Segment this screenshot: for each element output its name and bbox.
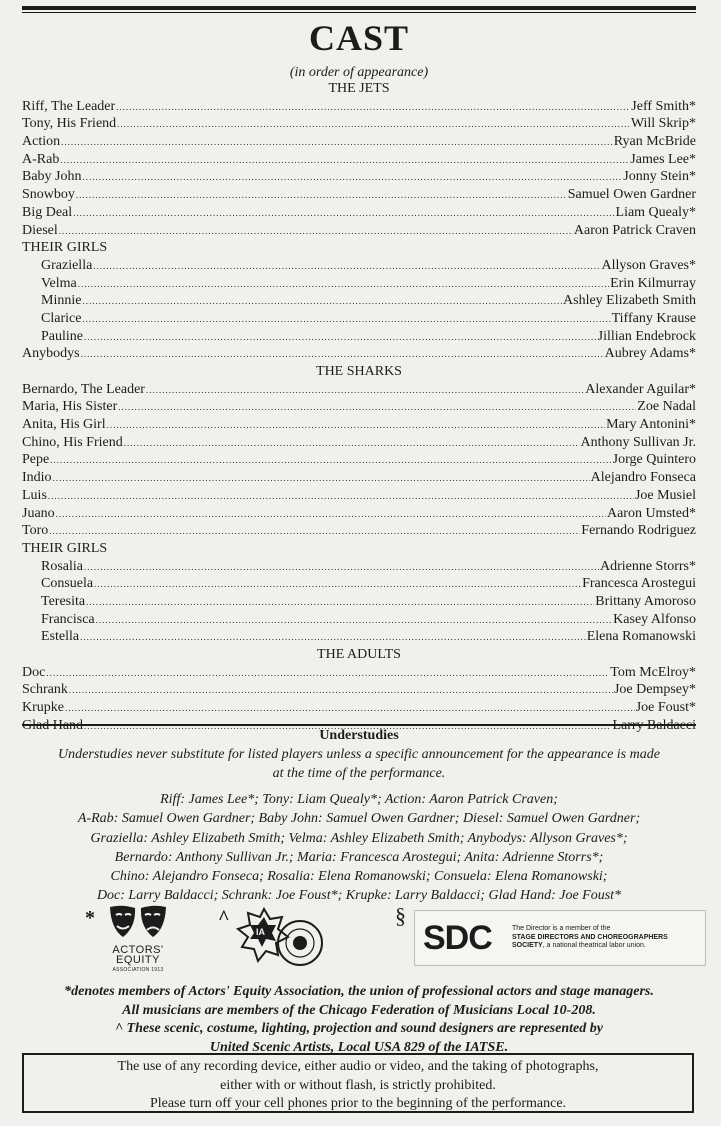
dot-leader: [84, 329, 597, 347]
dot-leader: [146, 382, 584, 400]
actor-name: Will Skrip*: [630, 116, 696, 132]
dot-leader: [93, 258, 600, 276]
actor-name: Mary Antonini*: [606, 417, 696, 433]
actor-name: Zoe Nadal: [637, 399, 696, 415]
role-name: Chino, His Friend: [22, 434, 123, 450]
dot-leader: [48, 488, 634, 506]
asterisk-mark: *: [85, 907, 95, 929]
role-name: Maria, His Sister: [22, 399, 118, 415]
theatre-masks-icon: [106, 905, 170, 945]
role-name: Baby John: [22, 169, 82, 185]
actor-name: Liam Quealy*: [615, 204, 696, 220]
footnote-line: ^ These scenic, costume, lighting, projection and sound designers are represented by: [115, 1021, 603, 1036]
dot-leader: [96, 612, 613, 630]
actor-name: Joe Dempsey*: [613, 682, 696, 698]
dot-leader: [59, 223, 573, 241]
dot-leader: [56, 506, 606, 524]
role-name: Snowboy: [22, 187, 75, 203]
role-name: Bernardo, The Leader: [22, 381, 145, 397]
actor-name: Joe Musiel: [634, 487, 696, 503]
dot-leader: [117, 116, 630, 134]
dot-leader: [86, 594, 594, 612]
actor-name: James Lee*: [630, 151, 696, 167]
role-name: Toro: [22, 523, 49, 539]
equity-line: EQUITY: [116, 954, 160, 966]
role-name: Diesel: [22, 222, 58, 238]
cast-row: [22, 505, 696, 523]
dot-leader: [107, 417, 606, 435]
sdc-description: [512, 925, 700, 951]
role-name: Tony, His Friend: [22, 116, 117, 132]
actor-name: Allyson Graves*: [601, 257, 696, 273]
dot-leader: [76, 187, 567, 205]
cast-row: [22, 168, 696, 186]
role-name: Pauline: [41, 328, 83, 344]
actor-name: Brittany Amoroso: [595, 593, 696, 609]
notice-line: The use of any recording device, either audio or video, and the taking of photographs,: [117, 1059, 599, 1074]
role-name: Doc: [22, 664, 46, 680]
role-name: Francisca: [41, 611, 95, 627]
sdc-desc-line: [512, 934, 700, 943]
union-logos: [22, 905, 696, 975]
dot-leader: [49, 523, 580, 541]
cast-row: [22, 611, 696, 629]
section-heading: THE SHARKS: [316, 364, 402, 379]
actor-name: Francesca Arostegui: [582, 576, 696, 592]
actor-name: Aaron Umsted*: [606, 505, 696, 521]
cast-row: [22, 575, 696, 593]
role-name: Krupke: [22, 700, 64, 716]
page-title: CAST: [308, 18, 410, 58]
sdc-desc-line: The Director is a member of the: [512, 925, 611, 932]
role-name: A-Rab: [22, 151, 60, 167]
dot-leader: [82, 293, 562, 311]
footnotes: [22, 983, 696, 1057]
actor-name: Jillian Endebrock: [597, 328, 696, 344]
cast-row: [22, 186, 696, 204]
dot-leader: [61, 134, 613, 152]
dot-leader: [53, 470, 590, 488]
role-name: Velma: [41, 275, 77, 291]
understudy-line: A-Rab: Samuel Owen Gardner; Baby John: Samuel Owen Gardner; Diesel: Samuel Owen Gardner;: [77, 811, 641, 827]
cast-row: [22, 328, 696, 346]
cast-row: [22, 451, 696, 469]
role-name: Anybodys: [22, 346, 80, 362]
role-name: Action: [22, 134, 61, 150]
dot-leader: [50, 452, 611, 470]
actor-name: Aubrey Adams*: [604, 346, 696, 362]
cast-row: [22, 487, 696, 505]
role-name: Consuela: [41, 576, 94, 592]
role-name: Schrank: [22, 682, 68, 698]
page-subtitle: (in order of appearance): [289, 65, 429, 80]
top-rule-thin: [22, 12, 696, 13]
actor-name: Erin Kilmurray: [610, 275, 696, 291]
understudies-heading: Understudies: [319, 728, 399, 743]
notice-line: either with or without flash, is strictly prohibited.: [220, 1077, 496, 1093]
cast-row: [22, 434, 696, 452]
dot-leader: [82, 311, 610, 329]
section-mark: §: [395, 903, 406, 928]
cast-row: [22, 469, 696, 487]
understudy-line: Graziella: Ashley Elizabeth Smith; Velma: Ashley Elizabeth Smith; Anybodys: Allyson Graves*;: [90, 830, 628, 846]
role-name: Teresita: [41, 593, 86, 609]
cast-row: [22, 593, 696, 611]
iatse-usa-logo: [234, 905, 326, 971]
cast-row: [22, 522, 696, 540]
sdc-desc-bold: SOCIETY: [512, 942, 543, 949]
actor-name: Anthony Sullivan Jr.: [580, 434, 696, 450]
understudies-note-line: Understudies never substitute for listed players unless a specific announcement for the appearance is made: [58, 747, 660, 762]
footnote-line: *denotes members of Actors' Equity Association, the union of professional actors and stage managers.: [64, 984, 654, 999]
understudy-line: Bernardo: Anthony Sullivan Jr.; Maria: Francesca Arostegui; Anita: Adrienne Storrs*;: [114, 849, 604, 865]
actor-name: Samuel Owen Gardner: [567, 187, 696, 203]
dot-leader: [73, 205, 614, 223]
role-name: Anita, His Girl: [22, 417, 106, 433]
cast-row: [22, 416, 696, 434]
cast-row: [22, 98, 696, 116]
actor-name: Jonny Stein*: [623, 169, 696, 185]
cast-row: [22, 345, 696, 363]
cast-row: [22, 664, 696, 682]
role-name: Pepe: [22, 452, 50, 468]
dot-leader: [46, 665, 609, 683]
actor-name: Jorge Quintero: [612, 452, 696, 468]
understudies-list: [22, 790, 696, 906]
equity-line: ACTORS': [112, 944, 164, 956]
recording-notice-box: [22, 1053, 694, 1113]
role-name: Juano: [22, 505, 55, 521]
understudies-note: [26, 745, 692, 783]
dot-leader: [84, 559, 599, 577]
cast-row: [22, 398, 696, 416]
dot-leader: [60, 152, 629, 170]
role-name: Graziella: [41, 257, 93, 273]
caret-mark: ^: [218, 907, 230, 929]
role-name: Riff, The Leader: [22, 98, 116, 114]
subgroup-heading: THEIR GIRLS: [22, 540, 108, 556]
dot-leader: [116, 99, 630, 117]
cast-row: [22, 133, 696, 151]
cast-row: [22, 222, 696, 240]
sdc-desc-bold: STAGE DIRECTORS AND CHOREOGRAPHERS: [512, 933, 668, 941]
equity-line: ASSOCIATION 1913: [112, 967, 164, 973]
understudy-line: Riff: James Lee*; Tony: Liam Quealy*; Action: Aaron Patrick Craven;: [160, 792, 558, 807]
cast-row: [22, 292, 696, 310]
cast-row: [22, 628, 696, 646]
sdc-logo: SDC: [423, 919, 492, 957]
understudies-note-line: at the time of the performance.: [272, 766, 446, 781]
actor-name: Aaron Patrick Craven: [573, 222, 696, 238]
actors-equity-text: [106, 945, 170, 975]
actor-name: Alexander Aguilar*: [585, 381, 696, 397]
dot-leader: [124, 435, 580, 453]
cast-row: [22, 204, 696, 222]
top-rule-thick: [22, 6, 696, 10]
cast-row: [22, 699, 696, 717]
cast-row: [22, 115, 696, 133]
actor-name: Fernando Rodriguez: [581, 523, 696, 539]
actor-name: Adrienne Storrs*: [599, 558, 696, 574]
understudy-line: Chino: Alejandro Fonseca; Rosalia: Elena Romanowski; Consuela: Elena Romanowski;: [110, 869, 608, 885]
dot-leader: [118, 399, 636, 417]
role-name: Minnie: [41, 293, 82, 309]
section-heading: THE JETS: [328, 81, 390, 96]
dot-leader: [65, 700, 635, 718]
actor-name: Tom McElroy*: [610, 664, 696, 680]
sdc-logo-box: [414, 910, 706, 966]
subgroup-heading: THEIR GIRLS: [22, 240, 108, 256]
dot-leader: [78, 276, 609, 294]
cast-row: [22, 310, 696, 328]
understudy-line: Doc: Larry Baldacci; Schrank: Joe Foust*; Krupke: Larry Baldacci; Glad Hand: Joe Foust*: [96, 888, 622, 904]
role-name: Luis: [22, 487, 47, 503]
dot-leader: [94, 576, 581, 594]
understudies-rule: [22, 724, 696, 726]
actor-name: Tiffany Krause: [611, 310, 696, 326]
dot-leader: [83, 169, 623, 187]
iatse-center-label: IA: [256, 927, 265, 937]
sdc-desc-line: [512, 942, 700, 951]
iatse-emblem-icon: [234, 905, 326, 971]
role-name: Estella: [41, 629, 80, 645]
section-heading: THE ADULTS: [317, 647, 401, 662]
role-name: Rosalia: [41, 558, 83, 574]
sdc-desc-text: , a national theatrical labor union.: [542, 942, 646, 949]
actor-name: Jeff Smith*: [631, 98, 696, 114]
notice-line: Please turn off your cell phones prior to the beginning of the performance.: [149, 1096, 567, 1111]
actor-name: Kasey Alfonso: [613, 611, 696, 627]
footnote-line: United Scenic Artists, Local USA 829 of the IATSE.: [209, 1039, 509, 1055]
cast-row: [22, 558, 696, 576]
cast-list: [22, 80, 696, 734]
cast-row: [22, 151, 696, 169]
actors-equity-logo: [106, 905, 170, 971]
footnote-line: All musicians are members of the Chicago Federation of Musicians Local 10-208.: [122, 1002, 596, 1018]
role-name: Clarice: [41, 310, 82, 326]
cast-row: [22, 681, 696, 699]
cast-row: [22, 257, 696, 275]
dot-leader: [81, 346, 604, 364]
actor-name: Joe Foust*: [635, 700, 696, 716]
dot-leader: [80, 629, 586, 647]
cast-row: [22, 381, 696, 399]
actor-name: Ashley Elizabeth Smith: [563, 293, 696, 309]
actor-name: Elena Romanowski: [586, 629, 696, 645]
actor-name: Alejandro Fonseca: [590, 470, 696, 486]
dot-leader: [69, 682, 613, 700]
cast-row: [22, 275, 696, 293]
role-name: Big Deal: [22, 204, 73, 220]
actor-name: Ryan McBride: [613, 134, 696, 150]
role-name: Indio: [22, 470, 52, 486]
